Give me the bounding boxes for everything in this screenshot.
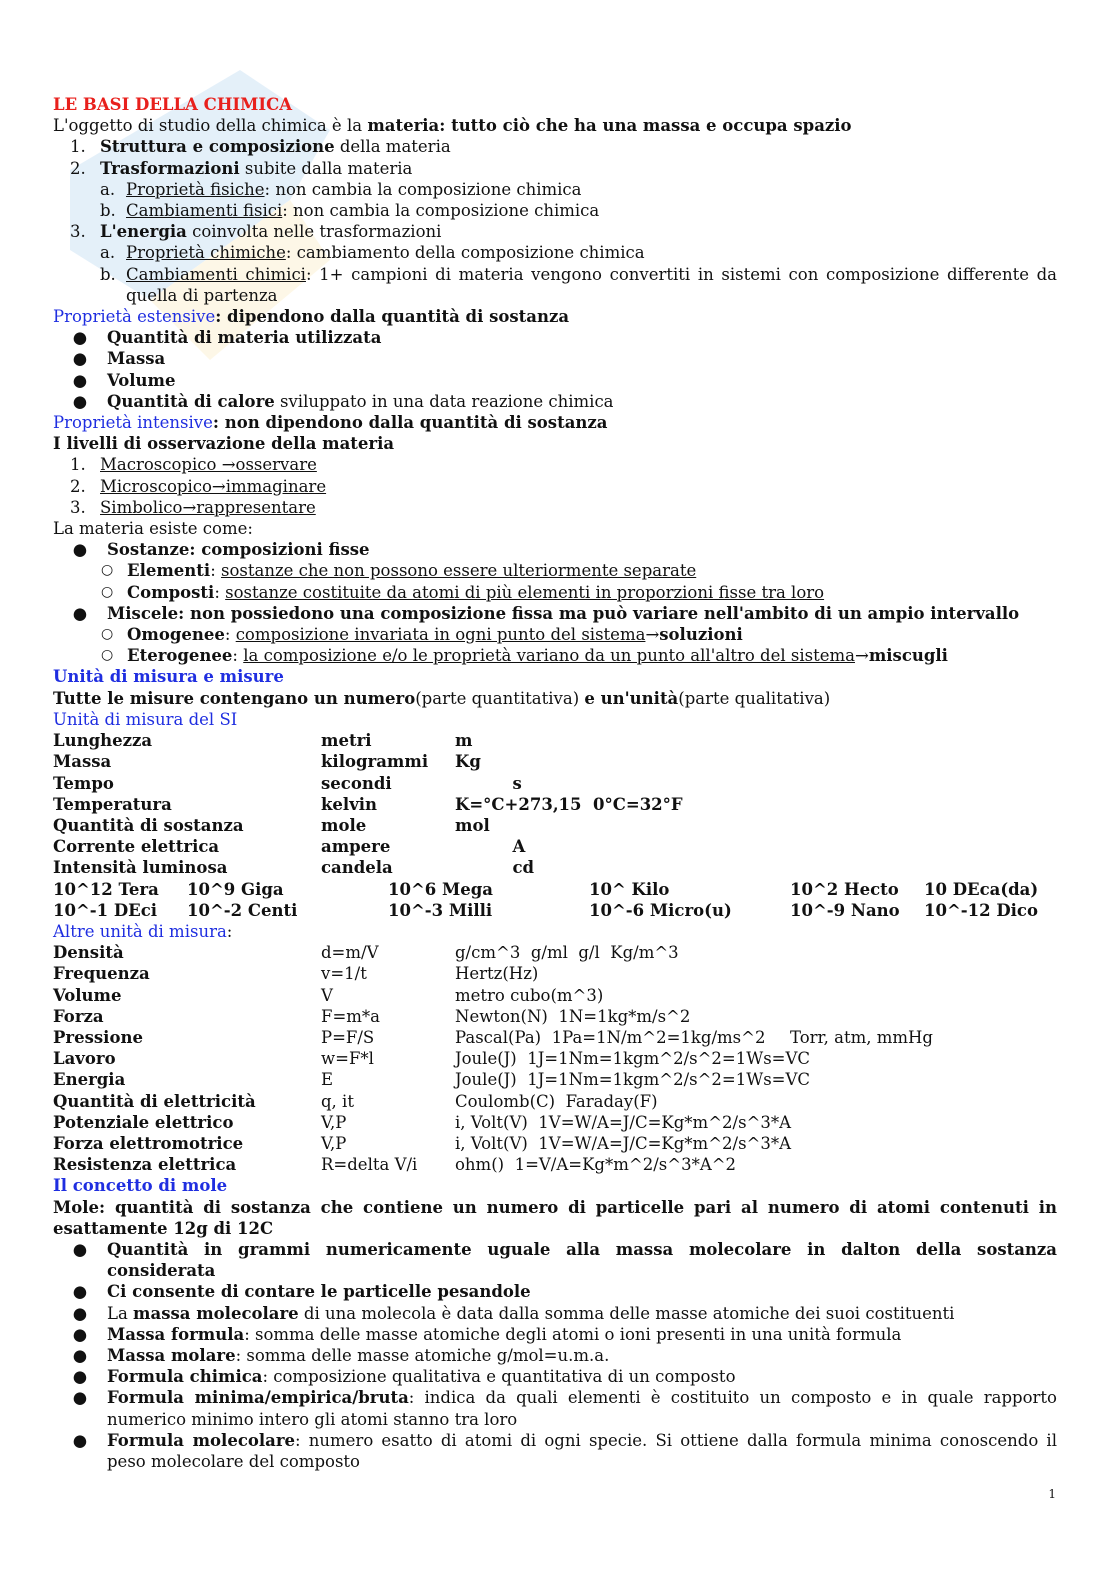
livelli-heading: I livelli di osservazione della materia [53,434,395,454]
si-quantity: Lunghezza [53,731,153,751]
si-quantity: Corrente elettrica [53,837,220,857]
si-unit: secondi [321,773,392,793]
altre-quantity: Resistenza elettrica [53,1155,237,1175]
altre-formula: V,P [321,1112,347,1132]
si-table [53,730,1057,878]
mole-heading: Il concetto di mole [53,1176,228,1196]
altre-quantity: Pressione [53,1027,143,1047]
intro-line: L'oggetto di studio della chimica è la materia: tutto ciò che ha una massa e occupa spazio [53,116,852,136]
altre-quantity: Frequenza [53,964,150,984]
si-symbol: Kg [455,752,481,772]
si-quantity: Massa [53,752,112,772]
altre-quantity: Energia [53,1070,126,1090]
si-quantity: Quantità di sostanza [53,815,244,835]
outline-subitem: a. Proprietà chimiche: cambiamento della composizione chimica [100,243,645,263]
livello-item: 3. Simbolico→rappresentare [70,497,316,517]
si-unit: mole [321,815,367,835]
altre-extra [790,985,1057,1006]
altre-quantity: Forza elettromotrice [53,1133,244,1153]
si-unit: candela [321,858,393,878]
altre-extra [790,963,1057,984]
miscele-subitem: ○ Omogenee: composizione invariata in ogni punto del sistema→soluzioni [101,625,743,645]
altre-extra [790,1069,1057,1090]
outline-item: 1. Struttura e composizione della materia [70,137,451,157]
altre-unit: Joule(J) 1J=1Nm=1kgm^2/s^2=1Ws=VC [455,1070,811,1090]
sostanze-subitem: ○ Composti: sostanze costituite da atomi di più elementi in proporzioni fisse tra loro [101,582,825,602]
altre-unit: ohm() 1=V/A=Kg*m^2/s^3*A^2 [455,1155,737,1175]
prefix-cell: 10^-2 Centi [187,900,298,920]
outline-item: 3. L'energia coinvolta nelle trasformazioni [70,222,442,242]
altre-unit: metro cubo(m^3) [455,985,604,1005]
prefix-cell: 10^12 Tera [53,879,159,899]
si-symbol: A [455,837,526,857]
outline-subitem: b. Cambiamenti chimici: 1+ campioni di materia vengono convertiti in sistemi con composizione differente da quella di partenza [100,264,1058,305]
prefix-cell: 10^2 Hecto [790,879,899,899]
mole-definition: Mole: quantità di sostanza che contiene un numero di particelle pari al numero di atomi contenuti in esattamente 12g di 12C [53,1197,1057,1238]
prefix-cell: 10^6 Mega [388,879,494,899]
altre-quantity: Quantità di elettricità [53,1091,256,1111]
altre-formula: F=m*a [321,1006,381,1026]
altre-table [53,942,1057,1175]
altre-quantity: Lavoro [53,1049,116,1069]
unita-heading: Unità di misura e misure [53,667,284,687]
page-number: 1 [1048,1487,1056,1501]
mole-item: ● Massa molare: somma delle masse atomiche g/mol=u.m.a. [72,1345,610,1365]
prefix-cell: 10^-12 Dico [924,900,1038,920]
altre-extra [790,1048,1057,1069]
altre-quantity: Densità [53,943,124,963]
estensive-item: ● Quantità di calore sviluppato in una data reazione chimica [72,391,614,411]
mole-item: ● Formula chimica: composizione qualitativa e quantitativa di un composto [72,1367,736,1387]
miscele-subitem: ○ Eterogenee: la composizione e/o le proprietà variano da un punto all'altro del sistema→miscugli [101,646,948,666]
prefix-table [53,879,1057,921]
estensive-heading: Proprietà estensive: dipendono dalla quantità di sostanza [53,307,570,327]
sostanze-subitem: ○ Elementi: sostanze che non possono essere ulteriormente separate [101,561,697,581]
si-quantity: Intensità luminosa [53,858,228,878]
intensive-heading: Proprietà intensive: non dipendono dalla quantità di sostanza [53,413,608,433]
altre-formula: q, it [321,1091,354,1111]
altre-unit: i, Volt(V) 1V=W/A=J/C=Kg*m^2/s^3*A [455,1133,792,1153]
altre-quantity: Forza [53,1006,104,1026]
mole-item: ● Formula minima/empirica/bruta: indica da quali elementi è costituito un composto e in quale rapporto numerico minimo intero gli atomi stanno tra loro [72,1388,1057,1429]
si-heading: Unità di misura del SI [53,709,238,729]
prefix-cell: 10 DEca(da) [924,879,1039,899]
altre-extra: Torr, atm, mmHg [790,1027,933,1047]
mole-item: ● Ci consente di contare le particelle pesandole [72,1282,531,1302]
altre-formula: R=delta V/i [321,1155,418,1175]
mole-item: ● La massa molecolare di una molecola è data dalla somma delle masse atomiche dei suoi costituenti [72,1303,955,1323]
prefix-cell: 10^-1 DEci [53,900,158,920]
altre-extra [790,1112,1057,1133]
altre-unit: g/cm^3 g/ml g/l Kg/m^3 [455,943,679,963]
si-symbol: K=°C+273,15 0°C=32°F [455,794,683,814]
si-quantity: Tempo [53,773,114,793]
altre-unit: i, Volt(V) 1V=W/A=J/C=Kg*m^2/s^3*A [455,1112,792,1132]
prefix-cell: 10^-3 Milli [388,900,493,920]
altre-formula: P=F/S [321,1027,375,1047]
altre-extra [790,1091,1057,1112]
altre-unit: Joule(J) 1J=1Nm=1kgm^2/s^2=1Ws=VC [455,1049,811,1069]
livello-item: 1. Macroscopico →osservare [70,455,317,475]
altre-formula: w=F*l [321,1049,374,1069]
estensive-item: ● Quantità di materia utilizzata [72,328,382,348]
altre-formula: E [321,1070,334,1090]
mole-item: ● Quantità in grammi numericamente uguale alla massa molecolare in dalton della sostanza considerata [72,1239,1057,1281]
outline-subitem: a. Proprietà fisiche: non cambia la composizione chimica [100,179,582,199]
altre-formula: v=1/t [321,964,367,984]
altre-unit: Newton(N) 1N=1kg*m/s^2 [455,1006,691,1026]
si-unit: kelvin [321,794,378,814]
altre-extra [790,942,1057,963]
mole-item: ● Massa formula: somma delle masse atomiche degli atomi o ioni presenti in una unità formula [72,1324,902,1344]
misure-line: Tutte le misure contengano un numero(parte quantitativa) e un'unità(parte qualitativa) [53,688,831,708]
miscele-item: ● Miscele: non possiedono una composizione fissa ma può variare nell'ambito di un ampio intervallo [72,603,1020,623]
altre-extra [790,1006,1057,1027]
altre-quantity: Potenziale elettrico [53,1112,234,1132]
altre-extra [790,1133,1057,1154]
si-unit: ampere [321,837,391,857]
livello-item: 2. Microscopico→immaginare [70,476,327,496]
document-page [53,94,1057,1472]
si-symbol: m [455,731,473,751]
outline-subitem: b. Cambiamenti fisici: non cambia la composizione chimica [100,201,600,221]
materia-esiste: La materia esiste come: [53,519,253,539]
prefix-cell: 10^9 Giga [187,879,284,899]
doc-title: LE BASI DELLA CHIMICA [53,95,293,114]
si-unit: kilogrammi [321,752,429,772]
altre-unit: Hertz(Hz) [455,964,539,984]
si-quantity: Temperatura [53,794,172,814]
mole-item: ● Formula molecolare: numero esatto di atomi di ogni specie. Si ottiene dalla formula minima conoscendo il peso molecolare del composto [72,1430,1057,1471]
altre-unit: Coulomb(C) Faraday(F) [455,1091,658,1111]
altre-formula: V [321,985,333,1005]
altre-unit: Pascal(Pa) 1Pa=1N/m^2=1kg/ms^2 [455,1027,766,1047]
prefix-cell: 10^ Kilo [589,879,670,899]
si-symbol: mol [455,815,490,835]
estensive-item: ● Massa [72,349,166,369]
altre-quantity: Volume [53,985,122,1005]
altre-formula: V,P [321,1133,347,1153]
si-symbol: s [455,773,522,793]
prefix-cell: 10^-9 Nano [790,900,900,920]
altre-extra [790,1154,1057,1175]
altre-heading: Altre unità di misura: [53,921,233,941]
si-unit: metri [321,731,372,751]
estensive-item: ● Volume [72,370,176,390]
sostanze-item: ● Sostanze: composizioni fisse [72,540,370,560]
si-symbol: cd [455,858,535,878]
altre-formula: d=m/V [321,943,379,963]
prefix-cell: 10^-6 Micro(u) [589,900,732,920]
outline-item: 2. Trasformazioni subite dalla materia [70,158,413,178]
